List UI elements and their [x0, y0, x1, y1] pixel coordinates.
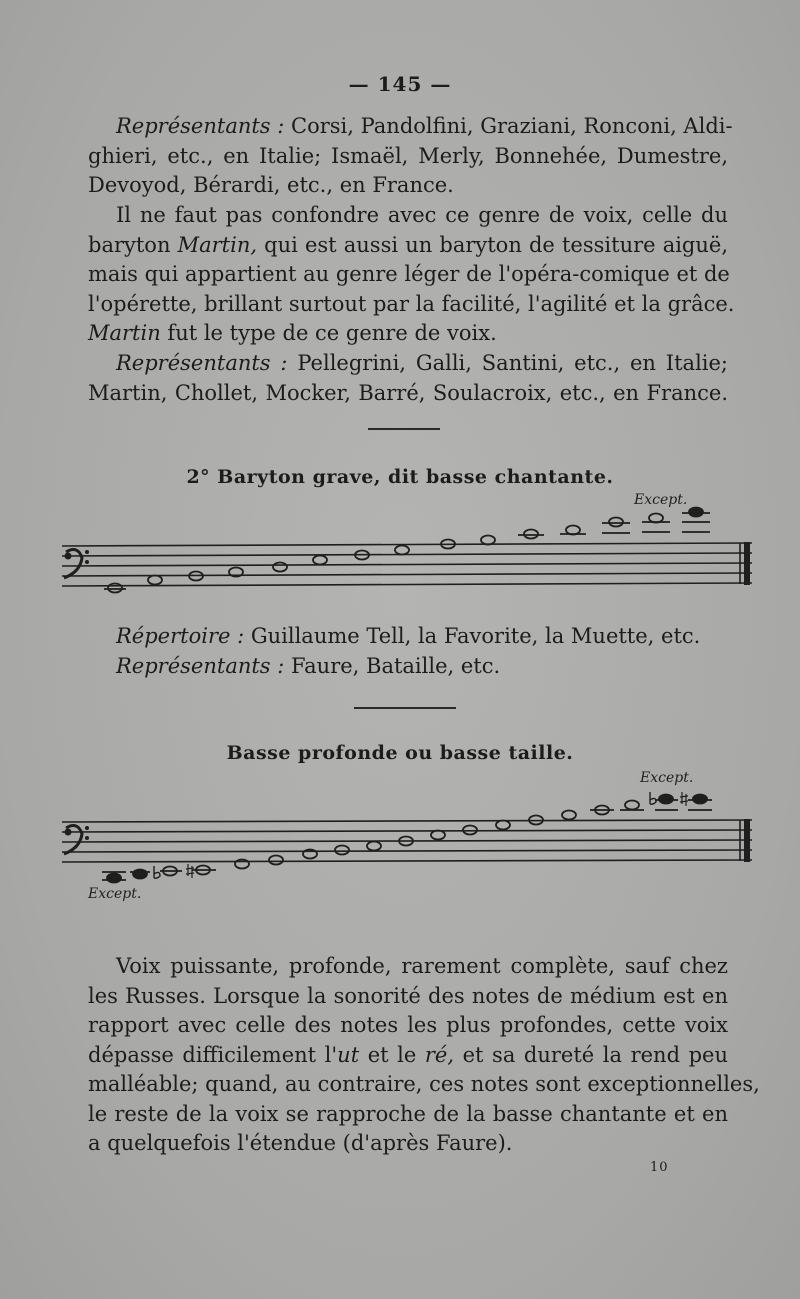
text-line: Représentants : Pellegrini, Galli, Santini, etc., en Italie; — [116, 351, 728, 375]
label-representants: Représentants : — [116, 114, 285, 138]
text-line: rapport avec celle des notes les plus profondes, cette voix — [88, 1013, 728, 1037]
label-representants: Représentants : — [116, 653, 285, 678]
text-line: mais qui appartient au genre léger de l'opéra-comique et de — [88, 262, 730, 286]
text-line: ghieri, etc., en Italie; Ismaël, Merly, Bonnehée, Dumestre, — [88, 143, 728, 168]
text-line: le reste de la voix se rapproche de la basse chantante et en — [88, 1101, 728, 1126]
whole-notes — [102, 792, 712, 883]
name-martin: Martin, — [177, 232, 258, 257]
section-heading-basse-profonde: Basse profonde ou basse taille. — [226, 742, 574, 764]
text-line: malléable; quand, au contraire, ces notes sont exceptionnelles, — [88, 1072, 760, 1096]
annotation-except: Except. — [634, 492, 688, 508]
paragraph-basse-profonde — [88, 952, 760, 1159]
signature-mark: 10 — [650, 1160, 669, 1175]
label-representants: Représentants : — [116, 351, 288, 375]
name-martin: Martin — [88, 321, 161, 345]
text-line: Martin fut le type de ce genre de voix. — [88, 321, 497, 345]
page-number: — 145 — — [348, 72, 452, 96]
text-line: Devoyod, Bérardi, etc., en France. — [88, 173, 454, 197]
bass-clef-icon — [64, 826, 89, 854]
annotation-except-top: Except. — [640, 770, 694, 786]
text-line: Martin, Chollet, Mocker, Barré, Soulacroix, etc., en France. — [88, 380, 728, 405]
text-line: Voix puissante, profonde, rarement complète, sauf chez — [116, 954, 728, 978]
text-line: Il ne faut pas confondre avec ce genre de voix, celle du — [116, 203, 728, 227]
text-line: l'opérette, brillant surtout par la facilité, l'agilité et la grâce. — [88, 291, 735, 316]
text-line: baryton Martin, qui est aussi un baryton de tessiture aiguë, — [88, 232, 728, 257]
text-line: Représentants : Corsi, Pandolfini, Graziani, Ronconi, Aldi- — [116, 114, 733, 138]
label-repertoire: Répertoire : — [116, 624, 245, 648]
text-line: les Russes. Lorsque la sonorité des notes de médium est en — [88, 983, 728, 1008]
term-re: ré, — [424, 1042, 455, 1067]
text-line: a quelquefois l'étendue (d'après Faure). — [88, 1131, 513, 1155]
annotation-except-bottom: Except. — [88, 886, 142, 902]
section-heading-baryton-grave: 2° Baryton grave, dit basse chantante. — [186, 466, 614, 488]
text-line: dépasse difficilement l'ut et le ré, et sa dureté la rend peu — [88, 1042, 728, 1067]
text-line: Représentants : Faure, Bataille, etc. — [116, 653, 501, 678]
term-ut: ut — [337, 1042, 360, 1067]
text-line: Répertoire : Guillaume Tell, la Favorite, la Muette, etc. — [116, 624, 701, 648]
